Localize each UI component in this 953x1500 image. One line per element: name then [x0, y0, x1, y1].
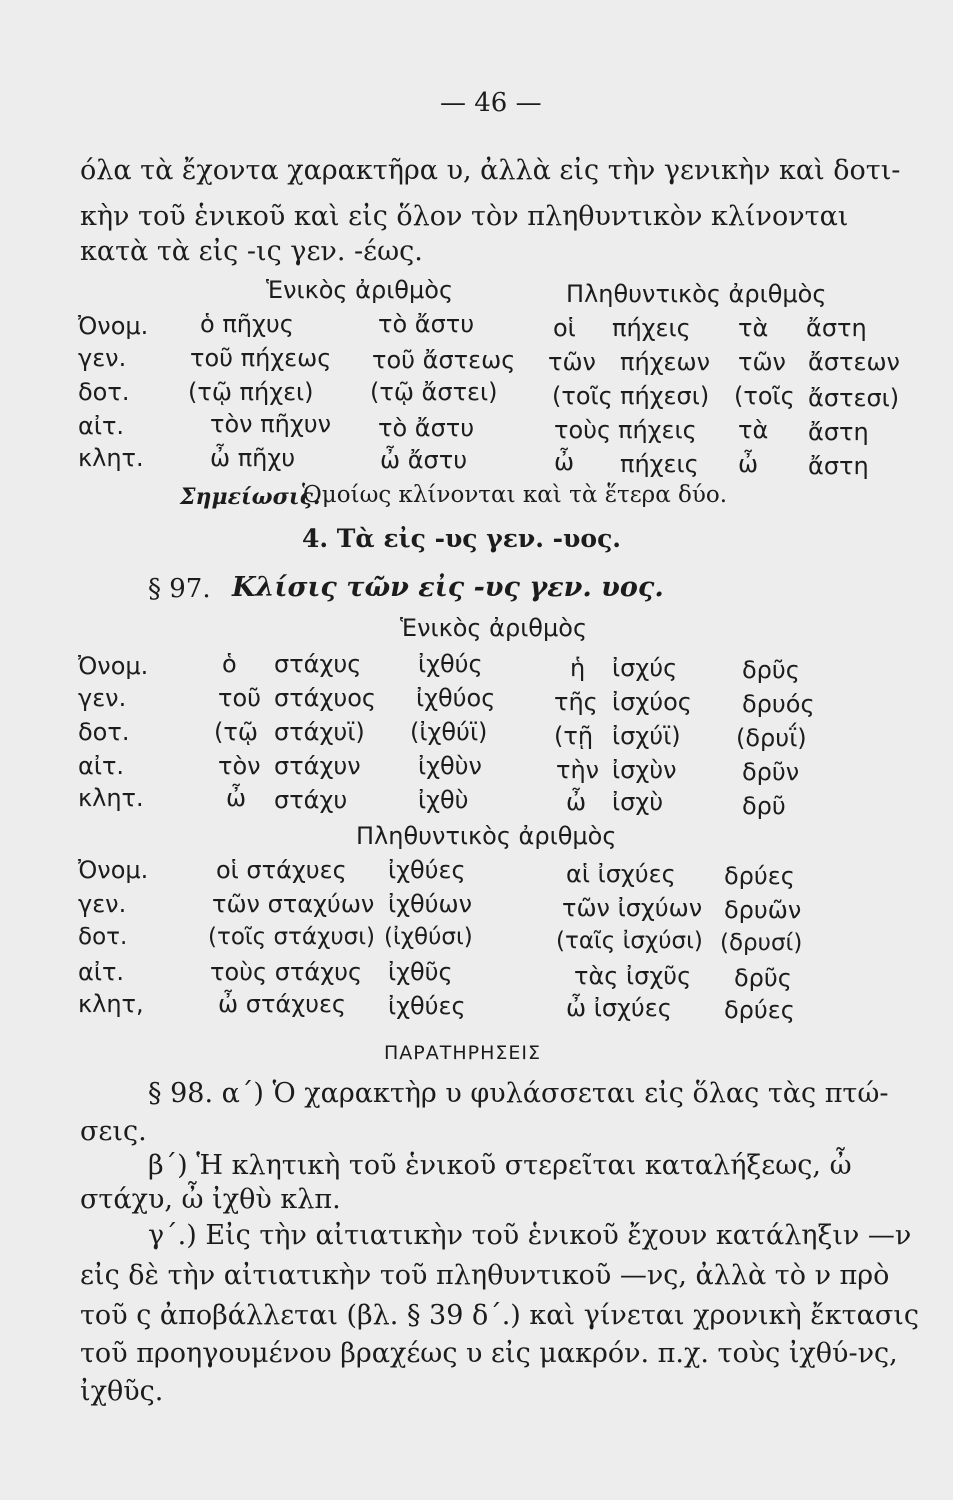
- note-text: Ὁμοίως κλίνονται καὶ τὰ ἕτερα δύο.: [302, 482, 728, 508]
- table1-cell: τοῦ πήχεως: [190, 344, 332, 372]
- table1-cell: ἄστη: [806, 314, 867, 342]
- table1-cell: ἄστεων: [808, 348, 900, 376]
- table2-cell: στάχυος: [274, 684, 376, 712]
- table1-cell: πήχεις: [620, 450, 699, 478]
- table2-cell: ὦ: [566, 788, 587, 816]
- table2-case-label: γεν.: [78, 684, 127, 712]
- table2-cell: ἰχθὺν: [418, 752, 482, 780]
- intro-line-3: κατὰ τὰ εἰς -ις γεν. -έως.: [80, 236, 423, 267]
- table1-case-label: αἰτ.: [78, 412, 125, 440]
- table2-cell: δρύες: [724, 996, 795, 1024]
- table2-cell: αἱ ἰσχύες: [566, 860, 676, 888]
- table1-cell: οἱ: [553, 314, 576, 342]
- observation-line: § 98. α΄) Ὁ χαρακτὴρ υ φυλάσσεται εἰς ὅλας τὰς πτώ-: [148, 1078, 889, 1109]
- section97-number: § 97.: [148, 574, 211, 604]
- table2-plural-header: Πληθυντικὸς ἀριθμὸς: [356, 822, 617, 850]
- table1-singular-header: Ἑνικὸς ἀριθμὸς: [266, 276, 454, 304]
- note-label: Σημείωσις.: [180, 484, 321, 510]
- table1-case-label: γεν.: [78, 344, 127, 372]
- table2-cell: ἰχθύες: [388, 856, 466, 884]
- table2-cell: τοῦ: [218, 684, 262, 712]
- table2-cell: ἰσχύϊ): [612, 722, 681, 750]
- table2-cell: δρυός: [742, 690, 815, 718]
- table1-cell: τοὺς: [554, 416, 612, 444]
- table2-cell: δρῦν: [742, 758, 800, 786]
- table2-case-label: κλητ,: [78, 990, 144, 1018]
- intro-line-2: κὴν τοῦ ἑνικοῦ καὶ εἰς ὅλον τὸν πληθυντικὸν κλίνονται: [80, 201, 849, 232]
- table2-cell: τὰς ἰσχῦς: [574, 962, 692, 990]
- table2-cell: ἰσχὺ: [612, 788, 664, 816]
- table2-cell: (δρυσί): [720, 930, 803, 956]
- table1-cell: πήχεις: [612, 314, 691, 342]
- table1-cell: τοῦ ἄστεως: [372, 346, 516, 374]
- table2-cell: ἰχθὺ: [418, 786, 469, 814]
- table1-cell: τῶν: [548, 348, 596, 376]
- table2-cell: ἰχθῦς: [388, 958, 453, 986]
- table1-cell: ὦ πῆχυ: [210, 444, 296, 472]
- observation-line: στάχυ, ὦ ἰχθὺ κλπ.: [80, 1184, 341, 1215]
- table1-case-label: Ὀνομ.: [78, 312, 149, 340]
- table2-cell: ἰσχύος: [612, 688, 692, 716]
- intro-line-1: όλα τὰ ἔχοντα χαρακτῆρα υ, ἀλλὰ εἰς τὴν γενικὴν καὶ δοτι-: [80, 155, 901, 186]
- table2-cell: τῶν σταχύων: [212, 890, 375, 918]
- table1-cell: (τοῖς: [552, 382, 613, 410]
- table1-cell: ὦ: [554, 448, 575, 476]
- table2-cell: ἰχθύων: [388, 890, 473, 918]
- observations-heading: ΠΑΡΑΤΗΡΗΣΕΙΣ: [384, 1042, 541, 1064]
- observation-line: σεις.: [80, 1116, 147, 1147]
- table1-case-label: δοτ.: [78, 378, 130, 406]
- table1-cell: (τῷ πήχει): [188, 378, 314, 406]
- table1-cell: ὦ ἄστυ: [380, 446, 468, 474]
- table1-cell: πήχεις: [618, 416, 697, 444]
- table2-cell: ἡ: [570, 654, 586, 682]
- table2-cell: (ταῖς ἰσχύσι): [556, 928, 703, 954]
- observation-line: τοῦ προηγουμένου βραχέως υ εἰς μακρόν. π.χ. τοὺς ἰχθύ-νς,: [80, 1338, 898, 1369]
- table1-cell: ἄστη: [808, 452, 869, 480]
- table2-cell: ὁ: [222, 650, 237, 678]
- table2-cell: τῶν ἰσχύων: [562, 894, 703, 922]
- table2-case-label: γεν.: [78, 890, 127, 918]
- table2-cell: δρύες: [724, 862, 795, 890]
- observation-line: γ΄.) Εἰς τὴν αἰτιατικὴν τοῦ ἑνικοῦ ἔχουν κατάληξιν —ν: [148, 1220, 912, 1251]
- table1-cell: ὁ πῆχυς: [200, 310, 294, 338]
- table2-cell: ἰσχὺν: [612, 756, 677, 784]
- table2-case-label: Ὀνομ.: [78, 652, 149, 680]
- table2-cell: δρῦ: [742, 792, 786, 820]
- table2-cell: τὸν: [218, 752, 261, 780]
- table2-cell: στάχυν: [274, 752, 361, 780]
- table2-cell: ὦ στάχυες: [218, 990, 347, 1018]
- observation-line: ἰχθῦς.: [80, 1376, 164, 1407]
- observation-line: εἰς δὲ τὴν αἰτιατικὴν τοῦ πληθυντικοῦ —νς, ἀλλὰ τὸ ν πρὸ: [80, 1260, 890, 1291]
- table2-cell: ἰσχύς: [612, 654, 678, 682]
- table2-cell: ἰχθύος: [416, 684, 496, 712]
- table1-cell: τὰ: [738, 416, 769, 444]
- table2-cell: στάχυς: [274, 650, 362, 678]
- table2-cell: (ἰχθύϊ): [410, 718, 488, 746]
- table1-cell: τὸ ἄστυ: [378, 310, 475, 338]
- table1-cell: τὸ ἄστυ: [378, 414, 475, 442]
- table2-cell: δρῦς: [734, 964, 792, 992]
- table2-cell: ἰχθύς: [418, 650, 483, 678]
- table1-cell: πήχεων: [620, 348, 710, 376]
- table2-cell: ὦ: [226, 784, 247, 812]
- section97-title: Κλίσις τῶν εἰς -υς γεν. υος.: [232, 572, 664, 603]
- table1-cell: ἄστη: [808, 418, 869, 446]
- table2-cell: στάχυϊ): [274, 718, 365, 746]
- page-number: — 46 —: [440, 88, 542, 118]
- table2-cell: (τῷ: [214, 718, 258, 746]
- table1-cell: (τῷ ἄστει): [370, 378, 498, 406]
- table2-case-label: κλητ.: [78, 784, 144, 812]
- table1-cell: τὰ: [738, 314, 769, 342]
- table2-cell: ὦ ἰσχύες: [566, 994, 672, 1022]
- table2-cell: δρυῶν: [724, 896, 802, 924]
- table1-plural-header: Πληθυντικὸς ἀριθμὸς: [566, 280, 827, 308]
- table2-cell: οἱ στάχυες: [216, 856, 347, 884]
- table1-cell: ὦ: [738, 450, 759, 478]
- table2-cell: τῆς: [554, 688, 598, 716]
- table2-cell: τὴν: [556, 756, 600, 784]
- table2-cell: (τοῖς στάχυσι): [208, 924, 375, 950]
- table2-case-label: δοτ.: [78, 924, 128, 950]
- table2-cell: τοὺς στάχυς: [210, 958, 363, 986]
- table1-cell: πήχεσι): [620, 382, 710, 410]
- table2-cell: στάχυ: [274, 786, 348, 814]
- table1-cell: τὸν πῆχυν: [210, 410, 331, 438]
- table2-cell: ἰχθύες: [388, 992, 466, 1020]
- table2-case-label: δοτ.: [78, 718, 130, 746]
- table2-cell: (δρυΐ): [736, 724, 807, 752]
- table2-cell: (ἰχθύσι): [384, 924, 473, 950]
- table1-cell: τῶν: [738, 348, 786, 376]
- table2-singular-header: Ἑνικὸς ἀριθμὸς: [400, 614, 588, 642]
- observation-line: β΄) Ἡ κλητικὴ τοῦ ἑνικοῦ στερεῖται καταλήξεως, ὦ: [148, 1150, 852, 1181]
- table2-cell: δρῦς: [742, 656, 800, 684]
- table1-cell: ἄστεσι): [808, 384, 900, 412]
- section4-heading: 4. Τὰ εἰς -υς γεν. -υος.: [302, 524, 621, 553]
- table2-cell: (τῇ: [554, 722, 594, 750]
- table1-cell: (τοῖς: [734, 382, 795, 410]
- table2-case-label: αἰτ.: [78, 752, 125, 780]
- table1-case-label: κλητ.: [78, 444, 144, 472]
- observation-line: τοῦ ς ἀποβάλλεται (βλ. § 39 δ΄.) καὶ γίνεται χρονικὴ ἔκτασις: [80, 1300, 919, 1331]
- table2-case-label: Ὀνομ.: [78, 856, 149, 884]
- table2-case-label: αἰτ.: [78, 958, 125, 986]
